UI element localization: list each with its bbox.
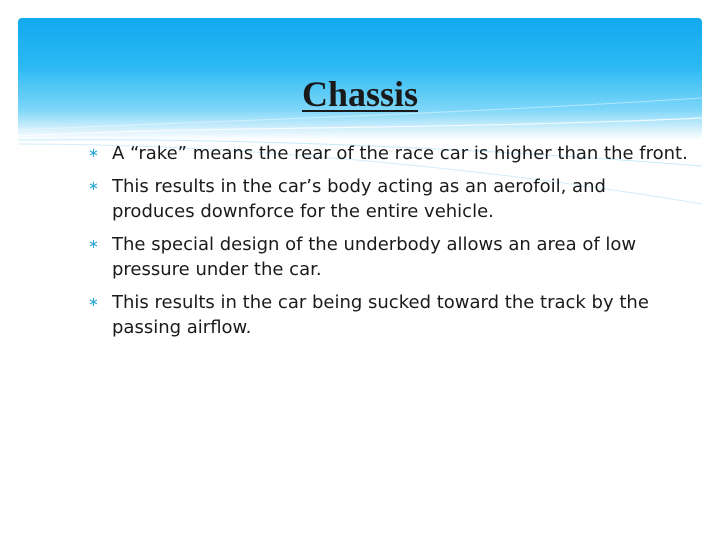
bullet-item xyxy=(88,174,688,225)
bullet-item xyxy=(88,141,688,167)
bullet-text: The special design of the underbody allows an area of low pressure under the car. xyxy=(112,233,637,280)
bullet-text: This results in the car’s body acting as an aerofoil, and produces downforce for the entire vehicle. xyxy=(112,175,606,222)
slide-title xyxy=(0,76,720,112)
asterisk-bullet-icon: ∗ xyxy=(88,236,99,252)
asterisk-bullet-icon: ∗ xyxy=(88,146,99,161)
asterisk-bullet-icon: ∗ xyxy=(88,178,99,194)
bullet-list xyxy=(88,141,688,348)
bullet-text: This results in the car being sucked toward the track by the passing airflow. xyxy=(112,291,649,338)
slide-title-text: Chassis xyxy=(301,74,419,114)
bullet-text: A “rake” means the rear of the race car is higher than the front. xyxy=(112,143,688,164)
bullet-item xyxy=(88,232,688,283)
asterisk-bullet-icon: ∗ xyxy=(88,294,99,310)
bullet-item xyxy=(88,290,688,341)
